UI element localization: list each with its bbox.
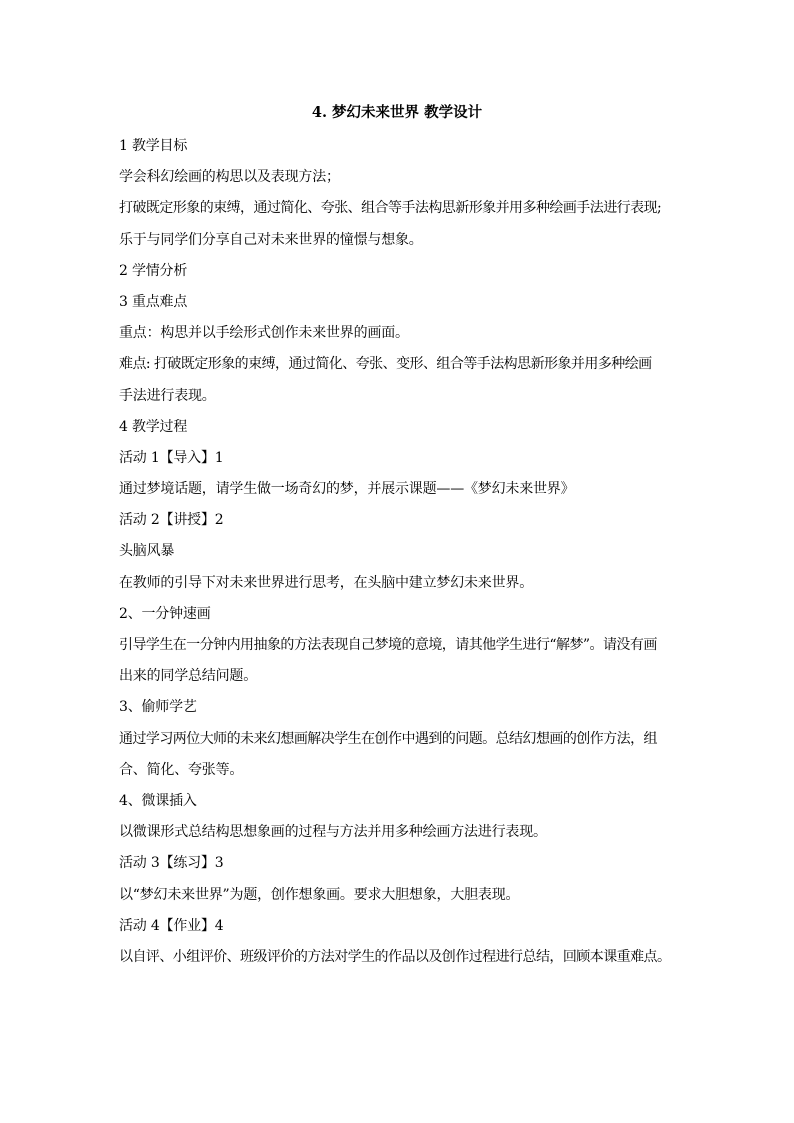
paragraph-line: 手法进行表现。: [119, 387, 216, 404]
activity-heading: 活动 3【练习】3: [119, 855, 224, 872]
subheading: 头脑风暴: [119, 543, 175, 560]
paragraph-line: 出来的同学总结问题。: [119, 668, 257, 685]
section-heading-objectives: 1 教学目标: [119, 138, 188, 154]
paragraph-line: 打破既定形象的束缚，通过简化、夸张、组合等手法构思新形象并用多种绘画手法进行表现;: [119, 200, 662, 217]
paragraph-line: 以自评、小组评价、班级评价的方法对学生的作品以及创作过程进行总结，回顾本课重难点。: [119, 948, 671, 965]
activity-heading: 活动 2【讲授】2: [119, 512, 224, 529]
document-body: [119, 131, 679, 973]
subheading: 4、微课插入: [119, 792, 197, 809]
section-heading-process: 4 教学过程: [119, 418, 188, 435]
paragraph-line: 在教师的引导下对未来世界进行思考，在头脑中建立梦幻未来世界。: [119, 574, 533, 591]
paragraph-line: 以“梦幻未来世界”为题，创作想象画。要求大胆想象，大胆表现。: [119, 886, 520, 903]
paragraph-line: 通过学习两位大师的未来幻想画解决学生在创作中遇到的问题。总结幻想画的创作方法，组: [119, 730, 657, 747]
activity-heading: 活动 4【作业】4: [119, 917, 224, 934]
document-title: 4. 梦幻未来世界 教学设计: [311, 104, 483, 121]
paragraph-line: 引导学生在一分钟内用抽象的方法表现自己梦境的意境，请其他学生进行“解梦”。请没有画: [119, 637, 657, 653]
section-heading-analysis: 2 学情分析: [119, 262, 188, 279]
subheading: 3、偷师学艺: [119, 699, 197, 716]
paragraph-line: 通过梦境话题，请学生做一场奇幻的梦，并展示课题——《梦幻未来世界》: [119, 481, 575, 498]
subheading: 2、一分钟速画: [119, 605, 211, 622]
paragraph-line: 乐于与同学们分享自己对未来世界的憧憬与想象。: [119, 231, 423, 248]
paragraph-line: 学会科幻绘画的构思以及表现方法；: [119, 169, 340, 186]
activity-heading: 活动 1【导入】1: [119, 449, 224, 466]
paragraph-line: 以微课形式总结构思想象画的过程与方法并用多种绘画方法进行表现。: [119, 824, 547, 841]
paragraph-line: 重点：构思并以手绘形式创作未来世界的画面。: [119, 325, 409, 342]
section-heading-key-points: 3 重点难点: [119, 293, 188, 310]
paragraph-line: 难点: 打破既定形象的束缚，通过简化、夸张、变形、组合等手法构思新形象并用多种绘画: [119, 356, 652, 373]
paragraph-line: 合、简化、夸张等。: [119, 761, 244, 778]
